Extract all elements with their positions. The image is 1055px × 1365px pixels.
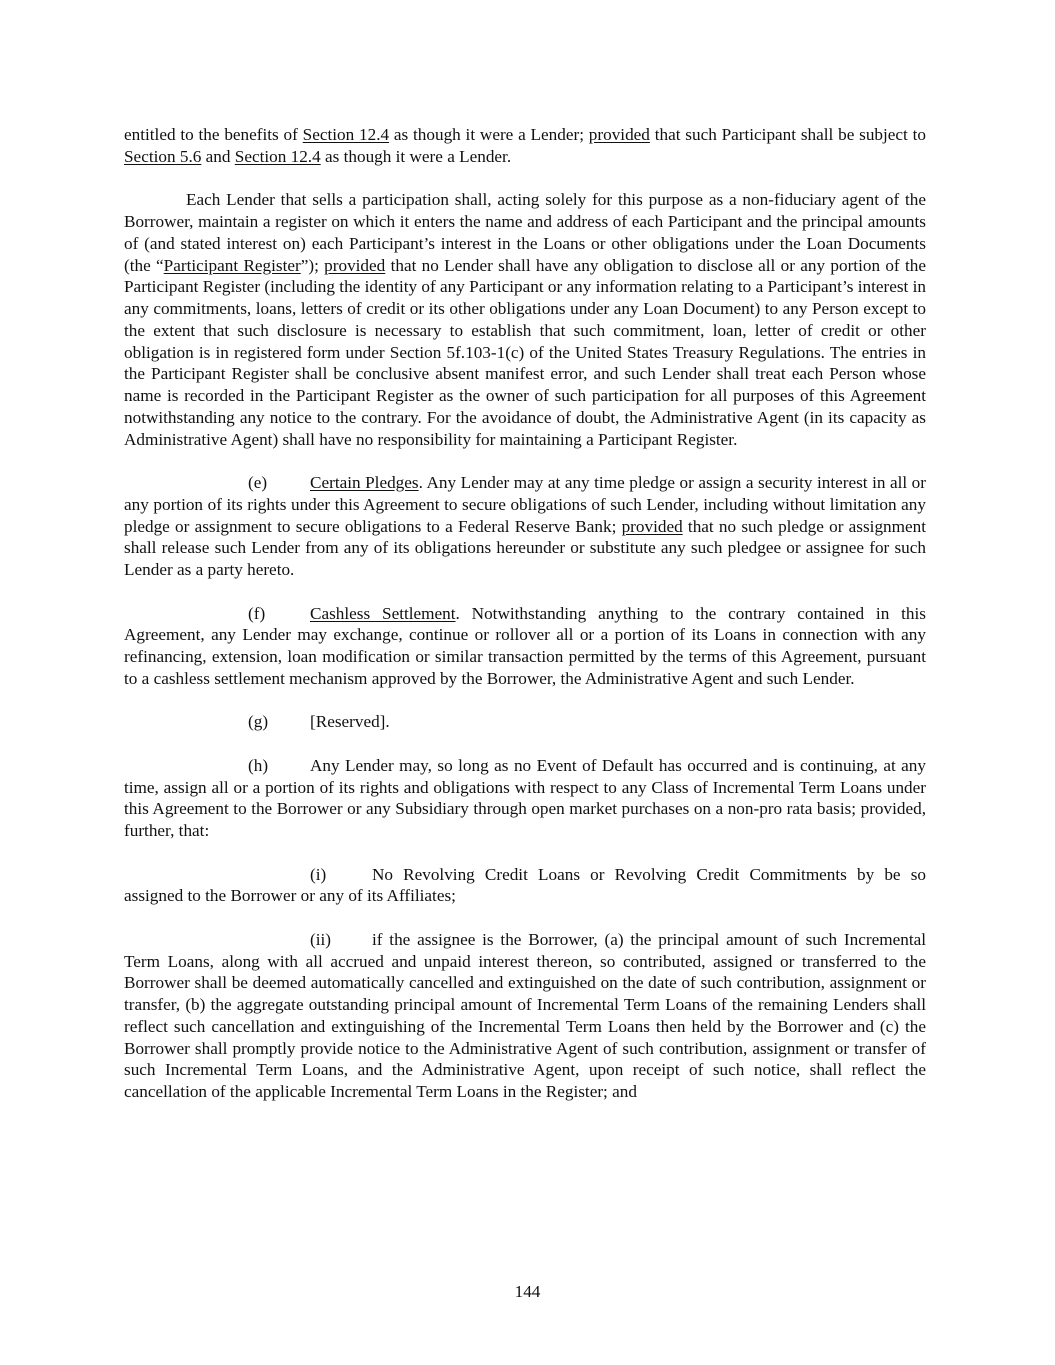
clause-label: (i) — [310, 864, 327, 884]
provided-term: provided — [621, 516, 683, 536]
paragraph-continuation: entitled to the benefits of Section 12.4 as though it were a Lender; provided that such Participant shall be subject to Section 5.6 and Section 12.4 as though it were a Lender. — [124, 125, 926, 166]
paragraph-h: (h) Any Lender may, so long as no Event of Default has occurred and is continuing, at any time, assign all or a portion of its rights and obligations with respect to any Class of Incremental Term Loans under this Agreement to the Borrower or any Subsidiary through open market purchases on a non-pro rata basis; provided, further, that: — [124, 755, 926, 840]
document-page — [124, 124, 926, 1125]
clause-label: (e) — [248, 473, 268, 492]
paragraph-g: (g) [Reserved]. — [248, 712, 390, 732]
clause-label: (g) — [248, 712, 269, 732]
clause-label: (h) — [248, 755, 269, 775]
provided-term: provided — [588, 125, 650, 144]
section-reference: Section 5.6 — [124, 146, 202, 166]
clause-label: (f) — [248, 603, 266, 623]
paragraph-f: (f) Cashless Settlement. Notwithstanding anything to the contrary contained in this Agreement, any Lender may exchange, continue or rollover all or a portion of its Loans in connection with any refinancing, extension, loan modification or similar transaction permitted by the terms of this Agreement, pursuant to a cashless settlement mechanism approved by the Borrower, the Administrative Agent and such Lender. — [124, 603, 926, 688]
paragraph-i: (i) No Revolving Credit Loans or Revolving Credit Commitments by be so assigned to the Borrower or any of its Affiliates; — [124, 864, 926, 906]
paragraph-participant-register: Each Lender that sells a participation shall, acting solely for this purpose as a non-fiduciary agent of the Borrower, maintain a register on which it enters the name and address of each Participant and the principal amounts of (and stated interest on) each Participant’s interest in the Loans or other obligations under the Loan Documents (the “Participant Register”); provided that no Lender shall have any obligation to disclose all or any portion of the Participant Register (including the identity of any Participant or any information relating to a Participant’s interest in any commitments, loans, letters of credit or its other obligations under any Loan Document) to any Person except to the extent that such disclosure is necessary to establish that such commitment, loan, letter of credit or other obligation is in registered form under Section 5f.103-1(c) of the United States Treasury Regulations. The entries in the Participant Register shall be conclusive absent manifest error, and such Lender shall treat each Person whose name is recorded in the Participant Register as the owner of such participation for all purposes of this Agreement notwithstanding any notice to the contrary. For the avoidance of doubt, the Administrative Agent (in its capacity as Administrative Agent) shall have no responsibility for maintaining a Participant Register. — [124, 190, 926, 449]
paragraph-ii: (ii) if the assignee is the Borrower, (a) the principal amount of such Incremental Term Loans, along with all accrued and unpaid interest thereon, so contributed, assigned or transferred to the Borrower shall be deemed automatically cancelled and extinguished on the date of such contribution, assignment or transfer, (b) the aggregate outstanding principal amount of Incremental Term Loans of the remaining Lenders shall reflect such cancellation and extinguishing of the Incremental Term Loans then held by the Borrower and (c) the Borrower shall promptly provide notice to the Administrative Agent of such contribution, assignment or transfer of such Incremental Term Loans, and the Administrative Agent, upon receipt of such notice, shall reflect the cancellation of the applicable Incremental Term Loans in the Register; and — [124, 929, 926, 1101]
provided-term: provided — [324, 255, 386, 275]
clause-heading: Cashless Settlement — [310, 603, 456, 623]
section-reference: Section 12.4 — [302, 125, 390, 144]
clause-label: (ii) — [310, 929, 331, 949]
clause-heading: Certain Pledges — [310, 473, 419, 492]
paragraph-e: (e) Certain Pledges. Any Lender may at any time pledge or assign a security interest in all or any portion of its rights under this Agreement to secure obligations of such Lender, including without limitation any pledge or assignment to secure obligations to a Federal Reserve Bank; provided that no such pledge or assignment shall release such Lender from any of its obligations hereunder or substitute any such pledgee or assignee for such Lender as a party hereto. — [124, 473, 926, 579]
page-number: 144 — [514, 1282, 541, 1301]
section-reference: Section 12.4 — [234, 146, 321, 166]
defined-term: Participant Register — [163, 255, 301, 275]
